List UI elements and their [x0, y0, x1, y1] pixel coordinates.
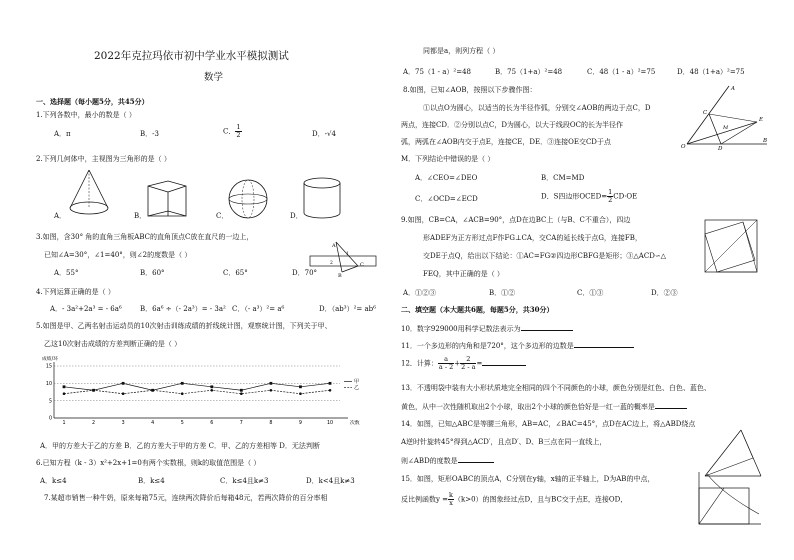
chart-xlabel: 次数 [350, 421, 360, 426]
q10-text: 10．数字929000用科学记数法表示为 [401, 324, 573, 334]
q14-answer-blank[interactable] [458, 456, 494, 463]
chart-point [181, 392, 184, 395]
q8-angle-figure [683, 84, 769, 150]
q3-label-2: 2 [330, 261, 333, 266]
q3-ruler-figure [310, 242, 380, 278]
q3-line2: 已知∠A=30°，∠1=40°，则∠2的度数是（ ） [44, 251, 192, 259]
chart-series-line-2 [64, 390, 330, 393]
q12-fraction-2: $\frac{2}{2 - a}$ [461, 355, 476, 371]
sphere-figure [226, 178, 270, 220]
q7-option-c[interactable]: C．48（1 - a）²=75 [587, 68, 656, 76]
q6-stem: 6.已知方程（k - 3）x²+2x+1=0有两个实数根，则k的取值范围是（ ） [36, 459, 261, 467]
q6-option-a[interactable]: A．k≤4 [40, 477, 67, 485]
chart-point [299, 392, 302, 395]
q3-label-a: A [332, 243, 336, 249]
q8-line3: 两点，连接CD．②分别以点C，D为圆心，以大于线段OC的长为半径作 [401, 121, 624, 129]
q1-option-b[interactable]: B．-3 [140, 130, 159, 138]
chart-x-tick-label: 2 [92, 421, 96, 426]
chart-ylabel: 成绩/环 [42, 357, 59, 362]
q12-text: 12．计算： $\frac{a}{a - 2}$ + $\frac{2}{2 - a}$ = [401, 356, 526, 371]
q10-answer-blank[interactable] [521, 324, 573, 331]
q7-option-b[interactable]: B．75（1+a）²=48 [495, 68, 563, 76]
exam-title: 2022年克拉玛依市初中学业水平模拟测试 [94, 50, 289, 62]
chart-point [329, 389, 332, 392]
chart-x-tick-label: 5 [180, 421, 184, 426]
q11-answer-blank[interactable] [574, 341, 634, 348]
chart-point [63, 392, 66, 395]
q2-option-c[interactable]: C． [216, 212, 229, 220]
q8-fraction: $\frac{1}{2}$ [608, 188, 613, 204]
q7-continued: 同都是a，则列方程（ ） [423, 47, 500, 55]
triangular-prism-figure [146, 180, 190, 220]
chart-point [299, 385, 302, 388]
q2-option-b[interactable]: B． [134, 212, 147, 220]
q1-stem: 1.下列各数中，最小的数是（ ） [36, 111, 136, 119]
q1-option-a[interactable]: A．π [54, 130, 71, 138]
chart-y-tick-label: 5 [48, 399, 52, 405]
chart-legend-label: 乙 [354, 385, 360, 392]
chart-point [181, 382, 184, 385]
q8-line5: M．下列结论中错误的是（ ） [401, 155, 495, 163]
q5-line-chart [40, 354, 380, 434]
chart-point [92, 389, 95, 392]
q8-option-c[interactable]: C．∠OCD=∠ECD [415, 195, 478, 203]
q8-label-b: B [763, 138, 768, 144]
q8-label-d: D [718, 146, 723, 152]
subject-title: 数学 [204, 72, 224, 83]
q4-option-a[interactable]: A．- 3a²+2a³ = - 6a⁶ [50, 305, 122, 313]
q3-line1: 3.如图，含30° 角的直角三角板ABC的直角顶点C放在直尺的一边上， [36, 233, 254, 241]
chart-point [240, 389, 243, 392]
q5-answers[interactable]: A．甲的方差大于乙的方差 B．乙的方差大于甲的方差 C．甲、乙的方差相等 D．无法判断 [40, 442, 320, 450]
q8-option-d[interactable]: D．S四边形OCED= $\frac{1}{2}$ CD·OE [541, 188, 638, 204]
q15-line2: 反比例函数y = $\frac{k}{x}$ （k>0）的图象经过点D，且与BC交于点E，连接OD， [401, 491, 628, 507]
q9-option-b[interactable]: B．①② [489, 289, 516, 297]
q15-fraction: $\frac{k}{x}$ [449, 491, 453, 507]
chart-axes [46, 362, 360, 426]
q3-label-c: C [360, 262, 364, 268]
q8-label-m: M [723, 125, 729, 131]
q9-line3: 交DE于点Q，给出以下结论：①AC=FG②四边形CBFG是矩形；③△ACD∽△ [423, 252, 667, 260]
q9-option-d[interactable]: D．②③ [651, 289, 678, 297]
chart-series-line-1 [64, 383, 330, 390]
q7-stem: 7.某超市销售一种牛奶，原来每箱75元，连续两次降价后每箱48元，若两次降价的百分率相 [44, 494, 328, 502]
q3-option-b[interactable]: B．60° [140, 269, 165, 277]
chart-x-tick-label: 10 [326, 421, 334, 426]
q13-line2-wrap: 黄色，从中一次性随机取出2个小球，取出2个小球的颜色恰好是一红一蓝的概率是 [401, 402, 687, 412]
q8-line1: 8.如图，已知∠AOB，按照以下步骤作图： [403, 86, 537, 94]
q11-text: 11．一个多边形的内角和是720°，这个多边形的边数是 [401, 341, 634, 351]
q14-line1: 14．如图，已知△ABC是等腰三角形，AB=AC，∠BAC=45°，点D在AC边上，将△ABD绕点 [401, 420, 696, 428]
chart-point [270, 389, 273, 392]
q12-answer-blank[interactable] [482, 359, 526, 366]
chart-point [122, 382, 125, 385]
q8-option-b[interactable]: B．CM=MD [541, 174, 585, 182]
q5-line2: 乙这10次射击成绩的方差判断正确的是（ ） [44, 340, 182, 348]
q6-option-c[interactable]: C．k≤4且k≠3 [220, 477, 269, 485]
q9-line4: FEQ，其中正确的是（ ） [423, 270, 504, 278]
chart-point [63, 385, 66, 388]
q8-label-a: A [731, 86, 735, 92]
q14-line2: A逆时针旋转45°得到△ACD′，且点D′、D、B三点在同一直线上， [401, 438, 607, 446]
chart-x-tick-label: 9 [298, 421, 302, 426]
cone-figure [66, 168, 112, 220]
chart-point [269, 382, 272, 385]
chart-marks [63, 378, 359, 395]
q7-option-a[interactable]: A．75（1 - a）²=48 [403, 68, 471, 76]
q4-option-c[interactable]: C．（- a³）²= a⁶ [232, 305, 285, 313]
chart-x-tick-label: 3 [121, 421, 125, 426]
q8-label-c: C [703, 110, 708, 116]
q5-line1: 5.如图是甲、乙两名射击运动员的10次射击训练成绩的折线统计图，观察统计图，下列关于甲、 [36, 322, 332, 330]
q3-option-c[interactable]: C．65° [223, 269, 248, 277]
chart-legend-label: 甲 [354, 379, 360, 386]
q4-option-b[interactable]: B．6a⁶ ÷（- 2a³）= - 3a² [140, 305, 226, 313]
chart-x-tick-label: 1 [62, 421, 66, 426]
cylinder-figure [300, 176, 344, 220]
q6-option-d[interactable]: D．k<4且k≠3 [306, 477, 355, 485]
q4-option-d[interactable]: D．（ab³）²= ab⁶ [319, 305, 376, 313]
chart-x-tick-label: 7 [239, 421, 243, 426]
chart-x-tick-label: 6 [210, 421, 214, 426]
q3-label-1: 1 [346, 252, 349, 257]
q13-answer-blank[interactable] [655, 402, 687, 409]
chart-y-tick-label: 0 [48, 416, 52, 422]
chart-point [240, 392, 243, 395]
q1-option-c[interactable]: C． $\frac{1}{2}$ [223, 123, 241, 139]
q14-line3-wrap: 则∠ABD的度数是 [401, 456, 494, 466]
chart-x-tick-label: 8 [269, 421, 273, 426]
q4-stem: 4.下列运算正确的是（ ） [36, 288, 115, 296]
q8-label-e: E [759, 117, 764, 123]
q1-fraction: $\frac{1}{2}$ [236, 123, 241, 139]
chart-y-tick-label: 10 [45, 381, 52, 387]
chart-point [210, 385, 213, 388]
q12-fraction-1: $\frac{a}{a - 2}$ [438, 355, 454, 371]
q15-line1: 15．如图，矩形OABC的顶点A，C分别在y轴，x轴的正半轴上，D为AB的中点， [401, 475, 655, 483]
q3-option-a[interactable]: A．55° [54, 269, 79, 277]
q6-option-b[interactable]: B．k≤4 [138, 477, 165, 485]
chart-point [122, 392, 125, 395]
section2-heading: 二、填空题（本大题共6题，每题5分，共30分） [401, 305, 554, 314]
section1-heading: 一、选择题（每小题5分，共45分） [36, 97, 149, 106]
chart-grid [54, 366, 340, 401]
q2-option-a[interactable]: A． [54, 212, 67, 220]
q1-option-d[interactable]: D．-√4 [312, 130, 336, 138]
chart-y-tick-label: 15 [45, 364, 52, 370]
q9-square-figure [701, 216, 763, 278]
chart-point [329, 382, 332, 385]
q3-label-b: B [338, 273, 342, 279]
chart-point [210, 389, 213, 392]
q9-option-c[interactable]: C．①③ [577, 289, 604, 297]
q3-option-d[interactable]: D．70° [292, 269, 318, 277]
chart-x-tick-label: 4 [151, 421, 155, 426]
q2-stem: 2.下列几何体中，主视图为三角形的是（ ） [36, 155, 171, 163]
q9-line2: 形ADEF为正方形过点F作FG⊥CA，交CA的延长线于点G，连接FB， [423, 234, 642, 242]
q15-coordinate-figure [693, 470, 763, 530]
q8-option-a[interactable]: A．∠CEO=∠DEO [415, 174, 478, 182]
q9-line1: 9.如图，CB=CA，∠ACB=90°，点D在边BC上（与B、C不重合），四边 [401, 216, 631, 224]
q2-option-d[interactable]: D． [290, 212, 303, 220]
q8-line2: ①以点O为圆心，以适当的长为半径作弧，分别交∠AOB的两边于点C，D [423, 104, 651, 112]
chart-point [151, 389, 154, 392]
q8-label-o: O [681, 144, 686, 150]
q13-line1: 13．不透明袋中装有大小形状质地完全相同的四个不同颜色的小球，颜色分别是红色、白色、蓝色、 [401, 384, 711, 392]
q8-line4: 弧，两弧在∠AOB内交于点E，连接CE，DE．③连接OE交CD于点 [401, 138, 611, 146]
q9-option-a[interactable]: A．①②③ [403, 289, 437, 297]
q7-option-d[interactable]: D．48（1+a）²=75 [677, 68, 745, 76]
